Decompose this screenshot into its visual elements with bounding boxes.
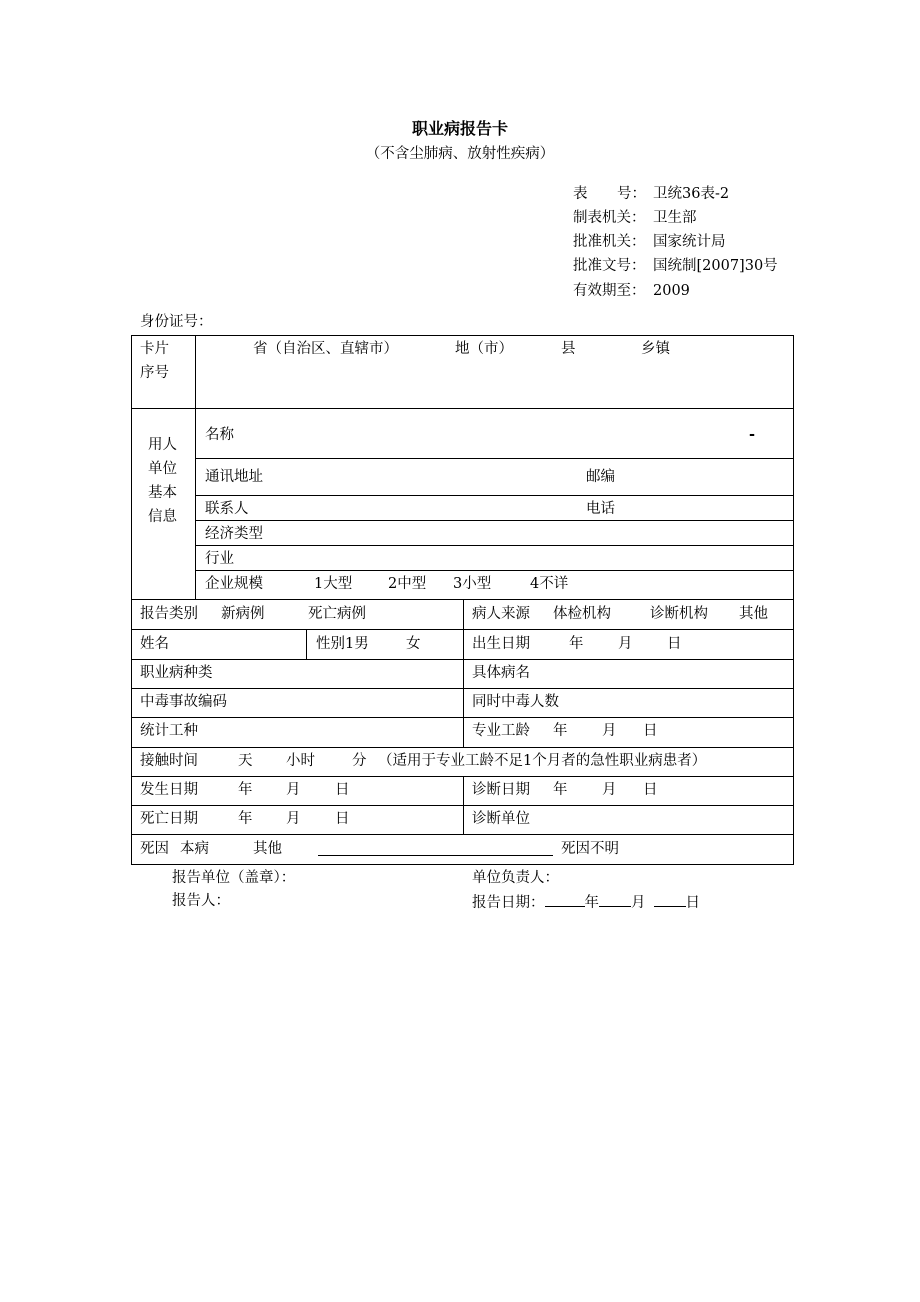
death-year-label: 年 (238, 811, 253, 827)
form-number-label: 表 号： (573, 186, 646, 202)
approval-doc-row (573, 259, 778, 274)
specific-disease-label: 具体病名 (472, 665, 530, 681)
cause-of-death-label: 死因 (140, 841, 169, 857)
economic-type-label: 经济类型 (205, 526, 263, 542)
death-day-label: 日 (335, 811, 350, 827)
address-label: 通讯地址 (205, 469, 263, 485)
form-number-value: 卫统36表-2 (653, 186, 730, 202)
death-month-label: 月 (286, 811, 301, 827)
valid-label: 有效期至： (573, 283, 646, 299)
report-date-month-label: 月 (631, 895, 646, 911)
employer-group-label: 基本 (148, 485, 177, 501)
employer-name-dash: - (749, 427, 756, 443)
id-number-label: 身份证号： (140, 314, 213, 330)
birth-day-label: 日 (667, 636, 682, 652)
report-type-death: 死亡病例 (308, 606, 366, 622)
report-date-day-label: 日 (685, 895, 700, 911)
patient-source-label: 病人来源 (472, 606, 530, 622)
approval-doc-value: 国统制[2007]30号 (653, 258, 778, 274)
town-field-label: 乡镇 (641, 341, 670, 357)
postcode-label: 邮编 (586, 469, 615, 485)
diagnosis-year-label: 年 (553, 782, 568, 798)
source-diagnosis-institution: 诊断机构 (650, 606, 708, 622)
sex-label: 性别1男 (316, 636, 369, 652)
column-divider (463, 776, 464, 835)
report-date-year-label: 年 (584, 895, 599, 911)
issuer-value: 卫生部 (653, 210, 697, 226)
cause-this-disease: 本病 (180, 841, 209, 857)
contact-time-note: （适用于专业工龄不足1个月者的急性职业病患者） (378, 753, 707, 769)
contact-time-label: 接触时间 (140, 753, 198, 769)
row-divider (195, 458, 793, 459)
page-subtitle: （不含尘肺病、放射性疾病） (365, 146, 555, 162)
valid-row (573, 284, 690, 299)
approver-label: 批准机关： (573, 234, 646, 250)
column-divider (195, 336, 196, 599)
city-field-label: 地（市） (455, 341, 513, 357)
death-date-label: 死亡日期 (140, 811, 198, 827)
diagnosis-unit-label: 诊断单位 (472, 811, 530, 827)
employer-group-label: 用人 (148, 437, 177, 453)
form-number-row (573, 187, 729, 202)
source-other: 其他 (739, 606, 768, 622)
issuer-row (573, 211, 697, 226)
report-date-year-blank (545, 894, 585, 907)
contact-person-label: 联系人 (205, 501, 249, 517)
report-date-day-blank (654, 894, 686, 907)
industry-label: 行业 (205, 551, 234, 567)
contact-hours-label: 小时 (286, 753, 315, 769)
birth-month-label: 月 (618, 636, 633, 652)
report-date-row (472, 894, 700, 911)
onset-date-label: 发生日期 (140, 782, 198, 798)
row-divider (195, 495, 793, 496)
patient-name-label: 姓名 (140, 636, 169, 652)
page-title: 职业病报告卡 (411, 119, 508, 138)
contact-days-label: 天 (238, 753, 253, 769)
contact-minutes-label: 分 (352, 753, 367, 769)
scale-option-small: 3小型 (453, 576, 492, 592)
job-type-label: 统计工种 (140, 723, 198, 739)
disease-type-label: 职业病种类 (140, 665, 213, 681)
birth-year-label: 年 (569, 636, 584, 652)
diagnosis-day-label: 日 (643, 782, 658, 798)
cause-other-blank (318, 855, 553, 856)
report-type-label: 报告类别 (140, 606, 198, 622)
sex-female-option: 女 (406, 636, 421, 652)
valid-value: 2009 (653, 283, 690, 299)
unit-head-label: 单位负责人： (472, 870, 559, 886)
cause-other: 其他 (253, 841, 282, 857)
report-date-month-blank (599, 894, 631, 907)
seniority-year-label: 年 (553, 723, 568, 739)
row-divider (195, 570, 793, 571)
seniority-month-label: 月 (602, 723, 617, 739)
seniority-label: 专业工龄 (472, 723, 530, 739)
approval-doc-label: 批准文号： (573, 258, 646, 274)
diagnosis-date-label: 诊断日期 (472, 782, 530, 798)
column-divider (306, 629, 307, 659)
scale-option-unknown: 4不详 (530, 576, 569, 592)
employer-name-label: 名称 (205, 427, 234, 443)
scale-option-large: 1大型 (314, 576, 353, 592)
row-divider (195, 520, 793, 521)
report-date-label: 报告日期： (472, 895, 545, 911)
onset-day-label: 日 (335, 782, 350, 798)
report-form-table (131, 335, 794, 865)
scale-option-medium: 2中型 (388, 576, 427, 592)
seniority-day-label: 日 (643, 723, 658, 739)
report-unit-label: 报告单位（盖章）： (172, 870, 296, 886)
poisoning-count-label: 同时中毒人数 (472, 694, 559, 710)
province-field-label: 省（自治区、直辖市） (253, 341, 398, 357)
cause-unknown: 死因不明 (561, 841, 619, 857)
row-divider (132, 408, 793, 409)
source-exam-institution: 体检机构 (553, 606, 611, 622)
birth-date-label: 出生日期 (472, 636, 530, 652)
poisoning-code-label: 中毒事故编码 (140, 694, 227, 710)
column-divider (463, 599, 464, 748)
phone-label: 电话 (586, 501, 615, 517)
employer-group-label: 单位 (148, 461, 177, 477)
onset-month-label: 月 (286, 782, 301, 798)
report-type-new: 新病例 (221, 606, 265, 622)
employer-group-label: 信息 (148, 509, 177, 525)
diagnosis-month-label: 月 (602, 782, 617, 798)
reporter-label: 报告人： (172, 893, 230, 909)
card-serial-label: 序号 (140, 365, 169, 381)
row-divider (195, 545, 793, 546)
card-serial-label: 卡片 (140, 341, 169, 357)
county-field-label: 县 (561, 341, 576, 357)
onset-year-label: 年 (238, 782, 253, 798)
approver-row (573, 235, 726, 250)
issuer-label: 制表机关： (573, 210, 646, 226)
enterprise-scale-label: 企业规模 (205, 576, 263, 592)
approver-value: 国家统计局 (653, 234, 726, 250)
